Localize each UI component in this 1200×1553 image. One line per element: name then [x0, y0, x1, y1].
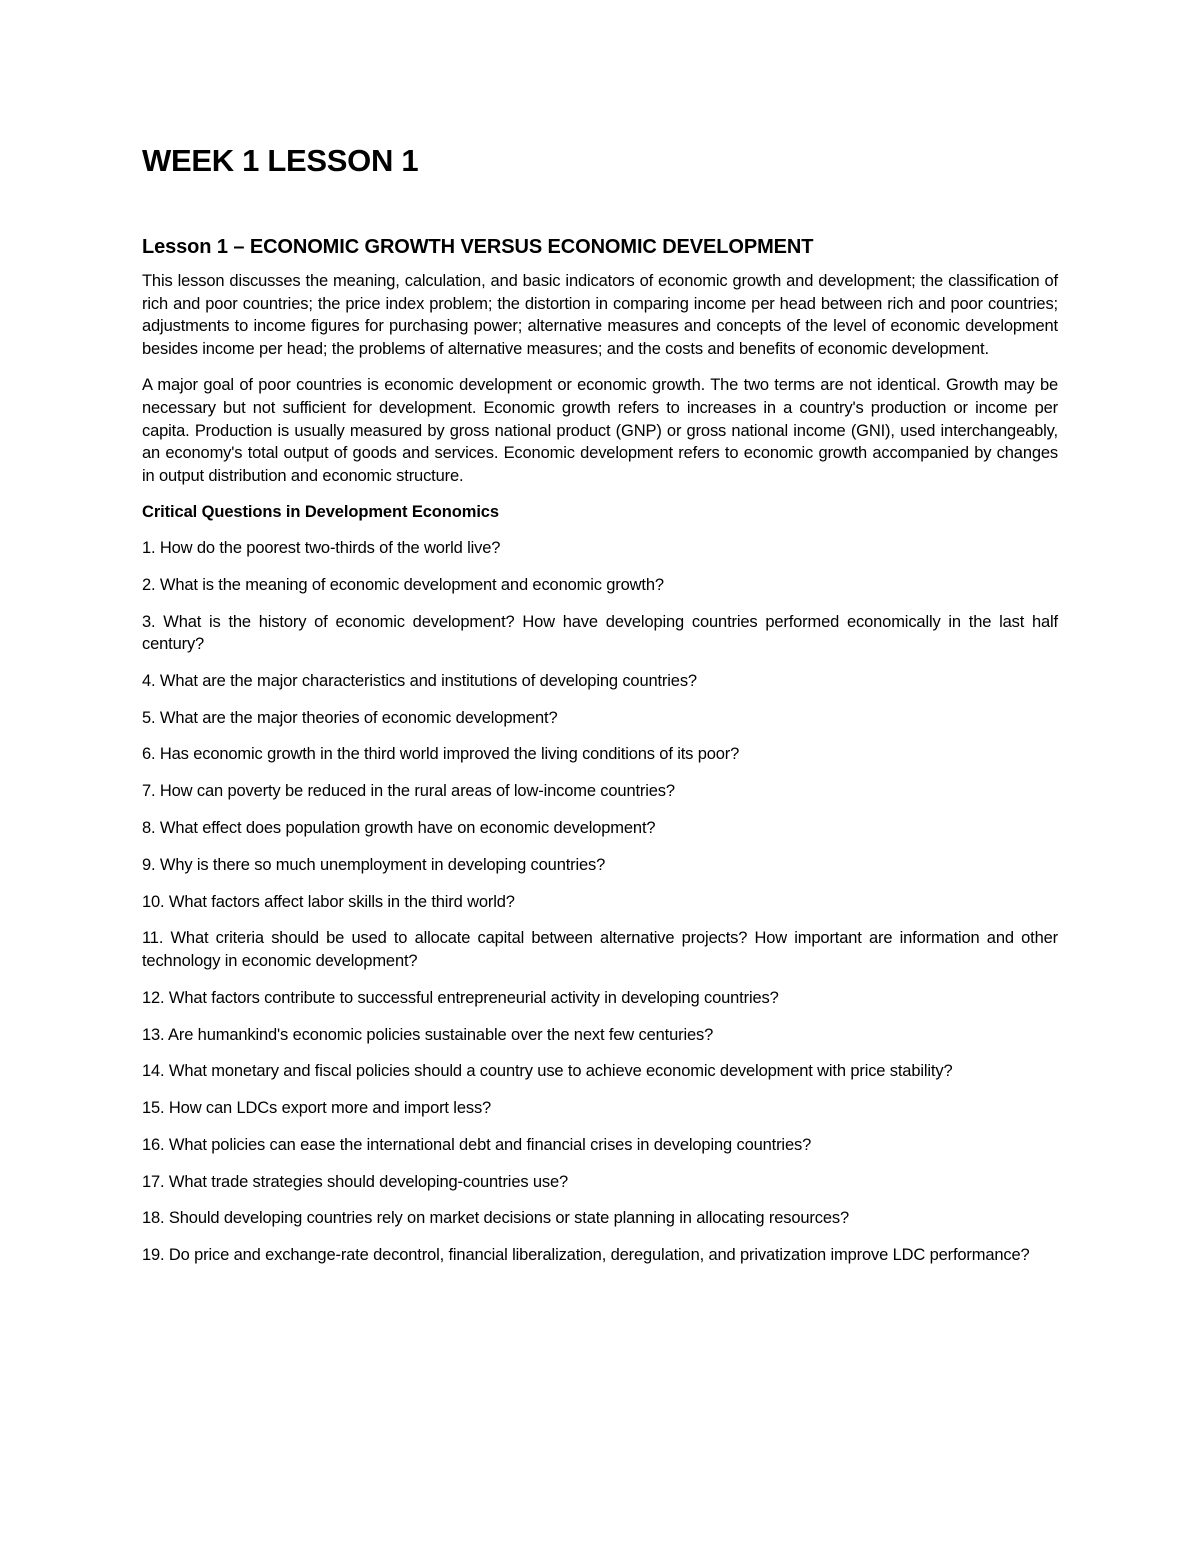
question-item: 10. What factors affect labor skills in the third world?	[142, 892, 515, 911]
question-item: 18. Should developing countries rely on market decisions or state planning in allocating resources?	[142, 1209, 849, 1228]
question-item: 16. What policies can ease the international debt and financial crises in developing countries?	[142, 1135, 812, 1154]
question-item: 8. What effect does population growth have on economic development?	[142, 819, 656, 837]
question-item: 17. What trade strategies should developing-countries use?	[142, 1172, 569, 1191]
question-item: 1. How do the poorest two-thirds of the world live?	[142, 538, 501, 557]
question-item: 6. Has economic growth in the third world improved the living conditions of its poor?	[142, 745, 740, 764]
question-item: 19. Do price and exchange-rate decontrol, financial liberalization, deregulation, and privatization improve LDC performance?	[142, 1246, 1030, 1265]
intro-paragraph: This lesson discusses the meaning, calculation, and basic indicators of economic growth and development; the classification of rich and poor countries; the price index problem; the distortion in comparing income per head between rich and poor countries; adjustments to income figures for purchasing power; alternative measures and concepts of the level of economic development besides income per head; the problems of alternative measures; and the costs and benefits of economic development.	[142, 272, 1058, 358]
question-item: 2. What is the meaning of economic development and economic growth?	[142, 575, 664, 594]
question-list	[142, 537, 1058, 1267]
document-body	[142, 234, 1058, 1281]
question-item: 7. How can poverty be reduced in the rural areas of low-income countries?	[142, 782, 675, 801]
question-item: 4. What are the major characteristics and institutions of developing countries?	[142, 671, 697, 690]
question-item: 11. What criteria should be used to allocate capital between alternative projects? How important are information and other technology in economic development?	[142, 929, 1058, 970]
section-heading: Critical Questions in Development Economics	[142, 503, 499, 522]
lesson-heading: Lesson 1 – ECONOMIC GROWTH VERSUS ECONOMIC DEVELOPMENT	[142, 236, 814, 258]
question-item: 13. Are humankind's economic policies sustainable over the next few centuries?	[142, 1025, 714, 1044]
question-item: 15. How can LDCs export more and import less?	[142, 1099, 492, 1118]
definition-paragraph: A major goal of poor countries is economic development or economic growth. The two terms are not identical. Growth may be necessary but not sufficient for development. Economic growth refers to increases in a country's production or income per capita. Production is usually measured by gross national product (GNP) or gross national income (GNI), used interchangeably, an economy's total output of goods and services. Economic development refers to economic growth accompanied by changes in output distribution and economic structure.	[142, 376, 1058, 485]
document-title: WEEK 1 LESSON 1	[142, 143, 419, 178]
question-item: 9. Why is there so much unemployment in developing countries?	[142, 855, 606, 874]
question-item: 14. What monetary and fiscal policies should a country use to achieve economic development with price stability?	[142, 1062, 953, 1081]
question-item: 12. What factors contribute to successful entrepreneurial activity in developing countries?	[142, 988, 779, 1007]
question-item: 5. What are the major theories of economic development?	[142, 708, 558, 727]
question-item: 3. What is the history of economic development? How have developing countries performed economically in the last half century?	[142, 612, 1058, 654]
document-page	[142, 0, 1058, 1553]
